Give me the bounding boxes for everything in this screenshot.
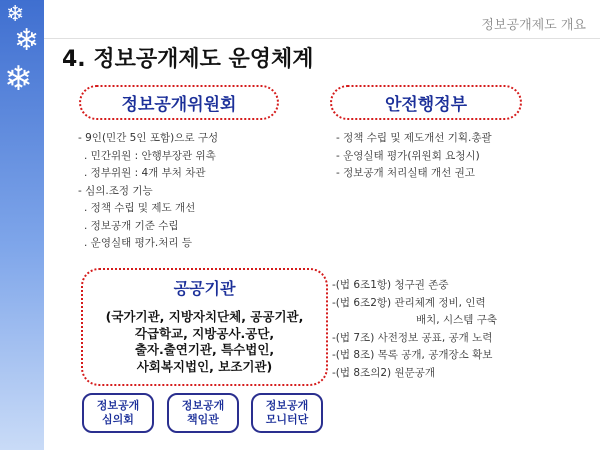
committee-item: . 정보공개 기준 수립 xyxy=(84,219,179,232)
public-institutions-line: 사회복지법인, 보조기관) xyxy=(136,358,273,374)
ministry-list xyxy=(336,130,492,183)
committee-item: . 운영실태 평가.처리 등 xyxy=(84,237,192,249)
ministry-item: - 운영실태 평가(위원회 요청시) xyxy=(336,149,480,162)
header-divider xyxy=(44,38,600,39)
committee-item: . 정책 수립 및 제도 개선 xyxy=(84,202,196,214)
snowflake-icon: ❄ xyxy=(14,23,40,58)
public-institutions-line: 각급학교, 지방공사.공단, xyxy=(134,325,275,341)
ministry-item: - 정책 수립 및 제도개선 기획.총괄 xyxy=(336,132,492,144)
sub-box-line: 정보공개 xyxy=(181,399,225,412)
sub-box-officer xyxy=(167,393,239,433)
ministry-title-box xyxy=(330,85,522,120)
rights-item: -(법 7조) 사전정보 공표, 공개 노력 xyxy=(332,331,493,344)
sub-box-line: 정보공개 xyxy=(265,399,309,412)
page-title: 4. 정보공개제도 운영체계 xyxy=(62,47,314,72)
committee-title-box xyxy=(79,85,279,120)
committee-item: . 민간위원 : 안행부장관 위촉 xyxy=(84,149,216,162)
public-institutions-line: (국가기관, 지방자치단체, 공공기관, xyxy=(105,309,304,324)
rights-list xyxy=(332,277,497,382)
committee-item: . 정부위원 : 4개 부처 차관 xyxy=(84,167,206,179)
snowflake-icon: ❄ xyxy=(6,2,25,27)
ministry-title: 안전행정부 xyxy=(384,95,468,115)
sub-box-line: 책임관 xyxy=(187,413,219,426)
public-institutions-box xyxy=(81,268,328,386)
rights-item: -(법 8조) 목록 공개, 공개장소 확보 xyxy=(332,349,493,361)
section-header: 정보공개제도 개요 xyxy=(481,18,586,33)
public-institutions-line: 출자.출연기관, 특수법인, xyxy=(134,342,275,357)
sub-box-monitoring-group xyxy=(251,393,323,433)
committee-item: - 심의.조정 기능 xyxy=(78,184,153,197)
sub-box-review-council xyxy=(82,393,154,433)
snowflake-icon: ❄ xyxy=(4,59,33,99)
decorative-side-strip xyxy=(0,0,44,450)
public-institutions-title: 공공기관 xyxy=(173,279,236,298)
rights-item: -(법 6조1항) 청구권 존중 xyxy=(332,279,449,291)
committee-item: - 9인(민간 5인 포함)으로 구성 xyxy=(78,132,219,144)
sub-box-line: 정보공개 xyxy=(96,399,140,412)
public-institutions-list xyxy=(83,309,326,375)
rights-item: -(법 6조2항) 관리체계 정비, 인력 xyxy=(332,296,486,309)
committee-list xyxy=(78,130,218,253)
sub-box-line: 모니터단 xyxy=(265,413,309,426)
ministry-item: - 정보공개 처리실태 개선 권고 xyxy=(336,167,475,179)
sub-box-line: 심의회 xyxy=(102,413,134,426)
rights-item: -(법 8조의2) 원문공개 xyxy=(332,366,436,379)
rights-item-continued: 배치, 시스템 구축 xyxy=(416,314,498,326)
committee-title: 정보공개위원회 xyxy=(121,95,237,115)
